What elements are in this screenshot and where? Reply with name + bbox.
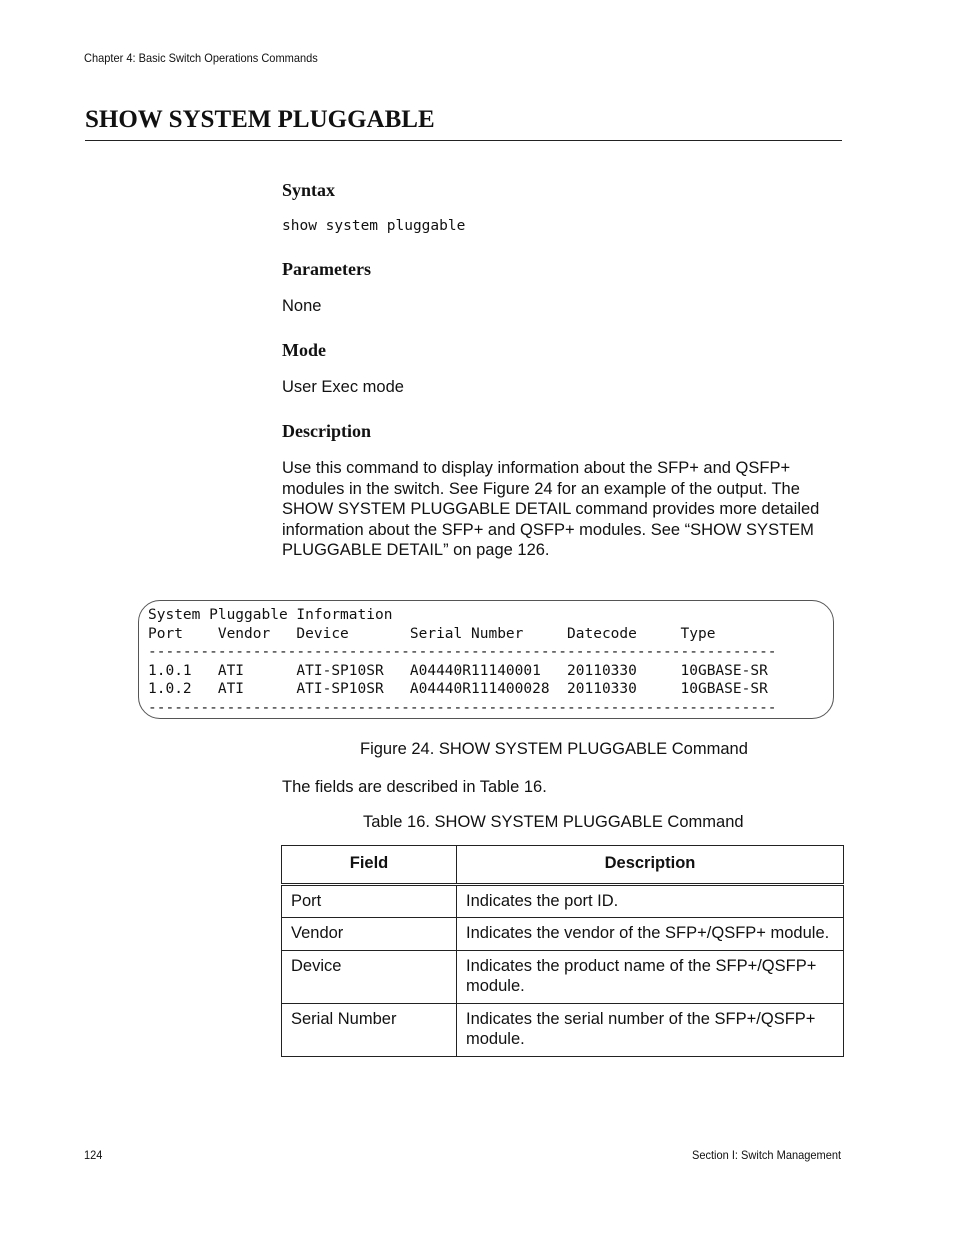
column-header-field: Field xyxy=(282,846,457,885)
console-line: ------------------------------------------------------------------------ xyxy=(148,644,777,660)
syntax-command: show system pluggable xyxy=(282,218,466,234)
section-footer: Section I: Switch Management xyxy=(691,1148,841,1162)
table-row xyxy=(282,1003,844,1056)
console-line: 1.0.1 ATI ATI-SP10SR A04440R11140001 20110330 10GBASE-SR xyxy=(148,662,768,679)
description-heading: Description xyxy=(282,421,371,441)
description-cell: Indicates the vendor of the SFP+/QSFP+ module. xyxy=(457,918,844,951)
table-row xyxy=(282,884,844,918)
field-cell: Device xyxy=(282,950,457,1003)
description-text xyxy=(282,458,842,561)
console-line: 1.0.2 ATI ATI-SP10SR A04440R111400028 20110330 10GBASE-SR xyxy=(148,681,768,697)
description-line: information about the SFP+ and QSFP+ modules. See “SHOW SYSTEM xyxy=(282,520,814,539)
description-line: modules in the switch. See Figure 24 for an example of the output. The xyxy=(282,479,800,498)
mode-heading: Mode xyxy=(282,340,326,360)
mode-section xyxy=(282,340,842,398)
table-caption: Table 16. SHOW SYSTEM PLUGGABLE Command xyxy=(363,813,744,831)
field-cell: Serial Number xyxy=(282,1003,457,1056)
column-header-description: Description xyxy=(457,846,844,885)
description-cell: Indicates the port ID. xyxy=(457,884,844,918)
parameters-heading: Parameters xyxy=(282,259,371,279)
description-line: PLUGGABLE DETAIL” on page 126. xyxy=(282,541,550,559)
page-title: SHOW SYSTEM PLUGGABLE xyxy=(85,106,435,133)
table-row xyxy=(282,950,844,1003)
table-row xyxy=(282,918,844,951)
syntax-section xyxy=(282,180,842,234)
description-cell: Indicates the serial number of the SFP+/QSFP+ module. xyxy=(457,1003,844,1056)
field-cell: Vendor xyxy=(282,918,457,951)
parameters-section xyxy=(282,259,842,317)
figure-caption: Figure 24. SHOW SYSTEM PLUGGABLE Command xyxy=(360,740,748,758)
description-line: SHOW SYSTEM PLUGGABLE DETAIL command provides more detailed xyxy=(282,500,820,518)
description-line: Use this command to display information about the SFP+ and QSFP+ xyxy=(282,459,791,477)
console-line: ------------------------------------------------------------------------ xyxy=(148,699,777,716)
description-section xyxy=(282,421,842,561)
fields-intro: The fields are described in Table 16. xyxy=(282,778,547,796)
console-line: System Pluggable Information xyxy=(148,607,393,623)
syntax-heading: Syntax xyxy=(282,180,336,200)
console-output xyxy=(148,606,777,717)
console-line: Port Vendor Device Serial Number Datecode Type xyxy=(148,625,716,642)
running-header: Chapter 4: Basic Switch Operations Commands xyxy=(84,51,318,65)
page-number: 124 xyxy=(84,1148,103,1162)
mode-text: User Exec mode xyxy=(282,378,404,396)
parameters-text: None xyxy=(282,297,322,315)
title-rule xyxy=(85,140,842,141)
field-cell: Port xyxy=(282,884,457,918)
fields-table xyxy=(281,845,844,1057)
description-cell: Indicates the product name of the SFP+/QSFP+ module. xyxy=(457,950,844,1003)
table-header-row xyxy=(282,846,844,885)
